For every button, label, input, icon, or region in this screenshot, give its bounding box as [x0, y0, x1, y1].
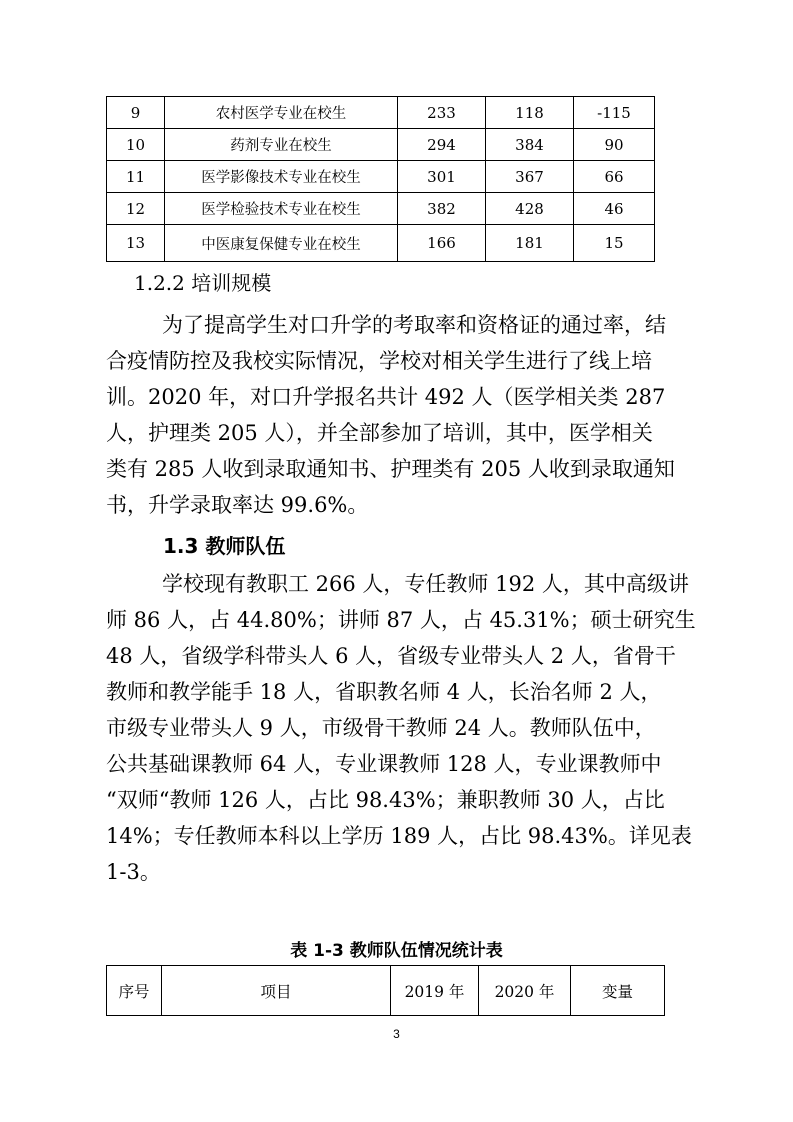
- row-change-value: -115: [574, 97, 655, 129]
- row-number: 11: [107, 161, 165, 193]
- teacher-team-paragraph: [106, 566, 696, 890]
- paragraph-line: 合疫情防控及我校实际情况，学校对相关学生进行了线上培: [106, 349, 652, 373]
- row-2019-value: 294: [398, 129, 486, 161]
- row-number: 13: [107, 225, 165, 262]
- paragraph-line: 师 86 人，占 44.80%；讲师 87 人，占 45.31%；硕士研究生: [106, 608, 696, 632]
- row-change-value: 46: [574, 193, 655, 225]
- paragraph-line: 市级专业带头人 9 人，市级骨干教师 24 人。教师队伍中，: [106, 716, 656, 740]
- header-item: 项目: [162, 966, 391, 1016]
- paragraph-line: 人，护理类 205 人），并全部参加了培训，其中，医学相关: [106, 421, 653, 445]
- row-2020-value: 118: [486, 97, 574, 129]
- header-2020: 2020 年: [479, 966, 571, 1016]
- paragraph-line: “双师“教师 126 人，占比 98.43%；兼职教师 30 人，占比: [106, 788, 665, 812]
- paragraph-line: 为了提高学生对口升学的考取率和资格证的通过率，结: [162, 313, 666, 337]
- paragraph-line: 书，升学录取率达 99.6%。: [106, 493, 369, 517]
- row-2020-value: 384: [486, 129, 574, 161]
- teacher-team-heading: 1.3 教师队伍: [163, 534, 286, 558]
- row-2019-value: 166: [398, 225, 486, 262]
- paragraph-line: 1-3。: [106, 860, 161, 884]
- row-item: 医学影像技术专业在校生: [165, 161, 398, 193]
- row-2020-value: 181: [486, 225, 574, 262]
- row-change-value: 66: [574, 161, 655, 193]
- row-number: 10: [107, 129, 165, 161]
- row-number: 12: [107, 193, 165, 225]
- paragraph-line: 学校现有教职工 266 人，专任教师 192 人，其中高级讲: [162, 572, 689, 596]
- table-row: [107, 97, 655, 129]
- teacher-stats-table: [106, 965, 665, 1016]
- header-number: 序号: [107, 966, 162, 1016]
- row-item: 农村医学专业在校生: [165, 97, 398, 129]
- paragraph-line: 训。2020 年，对口升学报名共计 492 人（医学相关类 287: [106, 385, 666, 409]
- row-2019-value: 382: [398, 193, 486, 225]
- row-change-value: 15: [574, 225, 655, 262]
- paragraph-line: 教师和教学能手 18 人，省职教名师 4 人，长治名师 2 人，: [106, 680, 662, 704]
- table-row: [107, 161, 655, 193]
- row-item: 药剂专业在校生: [165, 129, 398, 161]
- table-row: [107, 225, 655, 262]
- paragraph-line: 14%；专任教师本科以上学历 189 人，占比 98.43%。详见表: [106, 824, 692, 848]
- row-item: 中医康复保健专业在校生: [165, 225, 398, 262]
- header-change: 变量: [571, 966, 665, 1016]
- table-row: [107, 193, 655, 225]
- paragraph-line: 类有 285 人收到录取通知书、护理类有 205 人收到录取通知: [106, 457, 675, 481]
- training-scale-heading: 1.2.2 培训规模: [134, 271, 272, 295]
- student-stats-table: [106, 96, 655, 262]
- row-item: 医学检验技术专业在校生: [165, 193, 398, 225]
- row-change-value: 90: [574, 129, 655, 161]
- table-caption: 表 1-3 教师队伍情况统计表: [290, 941, 503, 961]
- header-2019: 2019 年: [391, 966, 479, 1016]
- table-row: [107, 129, 655, 161]
- row-number: 9: [107, 97, 165, 129]
- row-2020-value: 367: [486, 161, 574, 193]
- paragraph-line: 公共基础课教师 64 人，专业课教师 128 人，专业课教师中: [106, 752, 662, 776]
- paragraph-line: 48 人，省级学科带头人 6 人，省级专业带头人 2 人，省骨干: [106, 644, 676, 668]
- table-header-row: [107, 966, 665, 1016]
- row-2019-value: 301: [398, 161, 486, 193]
- row-2020-value: 428: [486, 193, 574, 225]
- page-number: 3: [393, 1027, 400, 1041]
- training-paragraph: [106, 307, 696, 523]
- row-2019-value: 233: [398, 97, 486, 129]
